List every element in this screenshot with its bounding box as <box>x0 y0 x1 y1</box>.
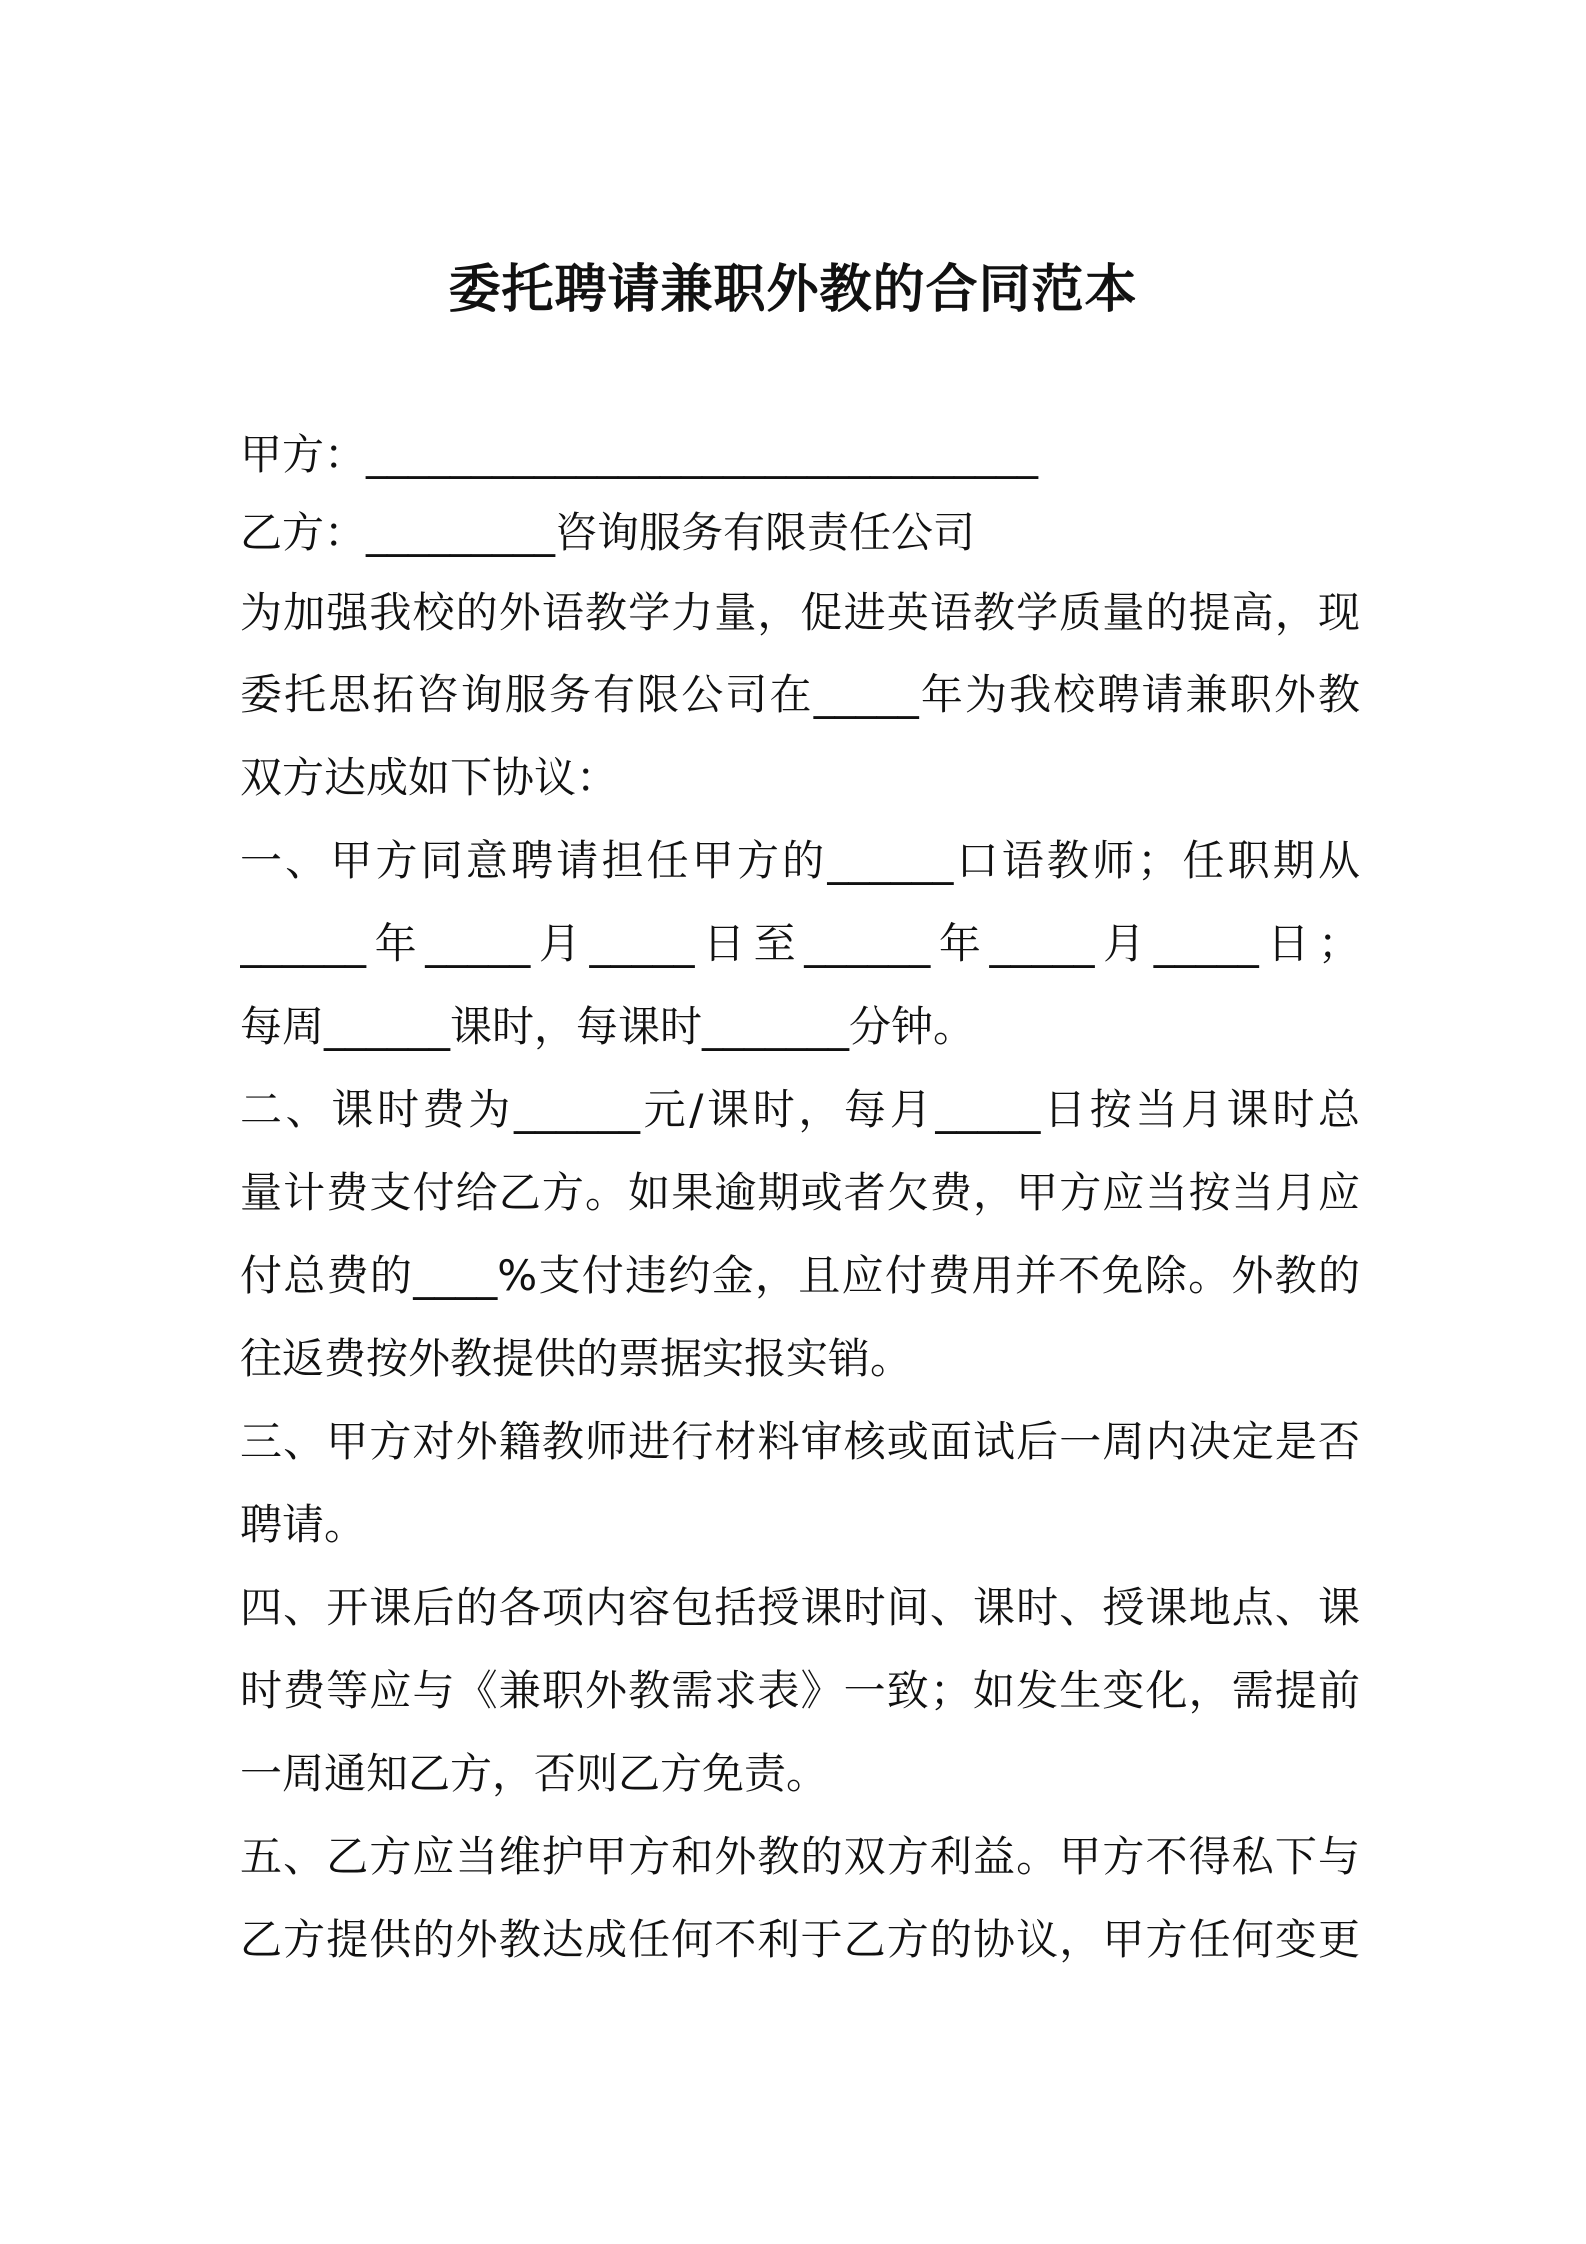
party-b-line: 乙方：_________咨询服务有限责任公司 <box>240 508 976 557</box>
clause-1-line: 每周______课时，每课时_______分钟。 <box>240 1002 976 1051</box>
clause-2-line: 量计费支付给乙方。如果逾期或者欠费，甲方应当按当月应 <box>240 1168 1360 1217</box>
clause-1-line: ______年_____月_____日至______年_____月_____日； <box>240 919 1360 968</box>
clause-5-line: 五、乙方应当维护甲方和外教的双方利益。甲方不得私下与 <box>240 1832 1360 1881</box>
document-title: 委托聘请兼职外教的合同范本 <box>448 260 1138 320</box>
clause-3-line: 三、甲方对外籍教师进行材料审核或面试后一周内决定是否 <box>240 1417 1360 1466</box>
clause-3-line: 聘请。 <box>240 1500 367 1549</box>
clause-4-line: 时费等应与《兼职外教需求表》一致；如发生变化，需提前 <box>240 1666 1360 1715</box>
clause-2-line: 二、课时费为______元/课时，每月_____日按当月课时总 <box>240 1085 1360 1134</box>
clause-2-line: 付总费的____%支付违约金，且应付费用并不免除。外教的 <box>240 1251 1360 1300</box>
clause-5-line: 乙方提供的外教达成任何不利于乙方的协议，甲方任何变更 <box>240 1915 1360 1964</box>
party-a-line: 甲方：________________________________ <box>240 430 1039 479</box>
clause-4-line: 四、开课后的各项内容包括授课时间、课时、授课地点、课 <box>240 1583 1360 1632</box>
clause-4-line: 一周通知乙方，否则乙方免责。 <box>240 1749 829 1798</box>
clause-2-line: 往返费按外教提供的票据实报实销。 <box>240 1334 913 1383</box>
body-line: 双方达成如下协议： <box>240 753 619 802</box>
clause-1-line: 一、甲方同意聘请担任甲方的______口语教师；任职期从 <box>240 836 1360 885</box>
body-line: 委托思拓咨询服务有限公司在_____年为我校聘请兼职外教 <box>240 670 1360 719</box>
body-line: 为加强我校的外语教学力量，促进英语教学质量的提高，现 <box>240 588 1360 637</box>
